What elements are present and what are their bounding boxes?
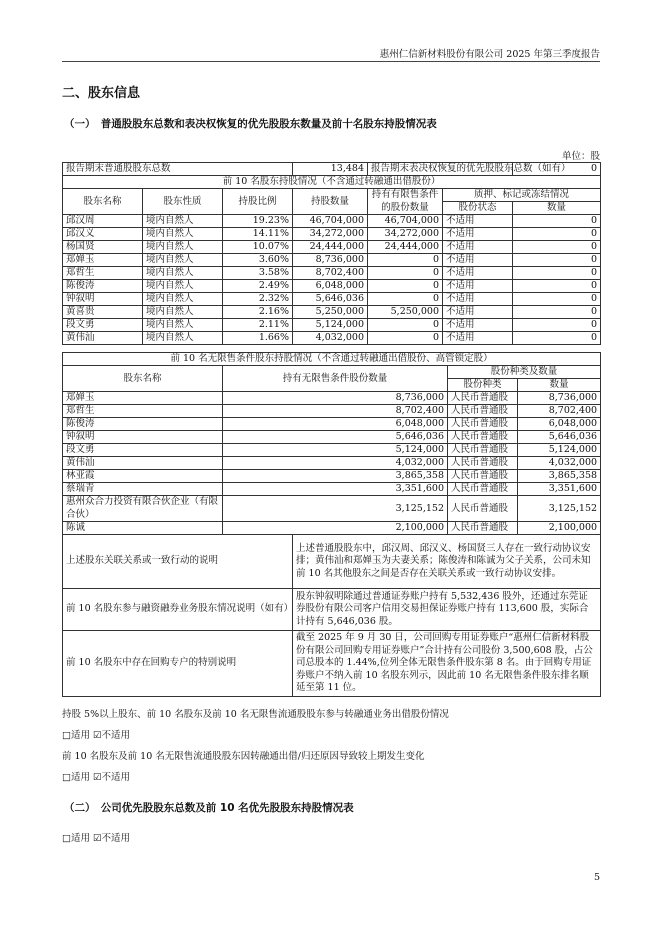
header-ratio: 持股比例 bbox=[223, 189, 293, 215]
top10-row bbox=[63, 293, 601, 306]
unrestricted-cell-kqty: 4,032,000 bbox=[518, 457, 601, 470]
unrestricted-cell-name: 郑哲生 bbox=[63, 405, 223, 418]
top10-cell-qty: 24,444,000 bbox=[293, 241, 368, 254]
top10-cell-name: 邱汉周 bbox=[63, 215, 143, 228]
top10-cell-restricted: 0 bbox=[368, 280, 443, 293]
section-title: 二、股东信息 bbox=[62, 86, 141, 101]
top10-cell-restricted: 0 bbox=[368, 267, 443, 280]
unrestricted-cell-qty: 3,125,152 bbox=[223, 496, 448, 522]
unrestricted-cell-kind: 人民币普通股 bbox=[448, 392, 518, 405]
top10-cell-qty: 4,032,000 bbox=[293, 332, 368, 345]
note-label-buyback: 前 10 名股东中存在回购专户的特别说明 bbox=[63, 631, 293, 697]
unrestricted-row bbox=[63, 431, 601, 444]
summary-value-1: 13,484 bbox=[293, 163, 368, 176]
header-qty: 持股数量 bbox=[293, 189, 368, 215]
unrestricted-row bbox=[63, 457, 601, 470]
unrestricted-cell-qty: 3,351,600 bbox=[223, 483, 448, 496]
unrestricted-cell-kind: 人民币普通股 bbox=[448, 418, 518, 431]
unrestricted-row bbox=[63, 496, 601, 522]
top10-cell-status: 不适用 bbox=[443, 215, 513, 228]
top10-cell-pqty: 0 bbox=[513, 306, 601, 319]
unrestricted-cell-kind: 人民币普通股 bbox=[448, 444, 518, 457]
top10-cell-status: 不适用 bbox=[443, 306, 513, 319]
top10-cell-pqty: 0 bbox=[513, 254, 601, 267]
unrestricted-title: 前 10 名无限售条件股东持股情况（不含通过转融通出借股份、高管锁定股） bbox=[63, 353, 601, 366]
top10-cell-name: 陈俊涛 bbox=[63, 280, 143, 293]
unrestricted-cell-kqty: 3,865,358 bbox=[518, 470, 601, 483]
u-header-kqty: 数量 bbox=[518, 379, 601, 392]
top10-cell-restricted: 0 bbox=[368, 293, 443, 306]
top10-cell-status: 不适用 bbox=[443, 267, 513, 280]
note-text-relation: 上述普通股股东中，邱汉周、邱汉义、杨国贤三人存在一致行动协议安排；黄伟汕和郑婵玉为夫妻关系；陈俊涛和陈诚为父子关系，公司未知前 10 名其他股东之间是否存在关联关系或一致行动协议安排。 bbox=[293, 535, 601, 589]
top10-cell-restricted: 0 bbox=[368, 332, 443, 345]
top10-row bbox=[63, 241, 601, 254]
lending-paragraph: 持股 5%以上股东、前 10 名股东及前 10 名无限售流通股股东参与转融通业务出借股份情况 bbox=[62, 709, 449, 720]
change-option: □适用 ☑不适用 bbox=[62, 772, 131, 783]
top10-cell-qty: 5,646,036 bbox=[293, 293, 368, 306]
top10-cell-name: 黄喜贵 bbox=[63, 306, 143, 319]
unrestricted-cell-kqty: 6,048,000 bbox=[518, 418, 601, 431]
unrestricted-cell-kind: 人民币普通股 bbox=[448, 496, 518, 522]
top10-row bbox=[63, 228, 601, 241]
u-header-kind: 股份种类 bbox=[448, 379, 518, 392]
unrestricted-cell-name: 段文勇 bbox=[63, 444, 223, 457]
page-number: 5 bbox=[593, 872, 600, 883]
top10-cell-nature: 境内自然人 bbox=[143, 306, 223, 319]
u-header-kind-group: 股份种类及数量 bbox=[448, 366, 601, 379]
top10-cell-ratio: 2.16% bbox=[223, 306, 293, 319]
unrestricted-cell-kind: 人民币普通股 bbox=[448, 470, 518, 483]
unrestricted-cell-name: 黄伟汕 bbox=[63, 457, 223, 470]
top10-cell-name: 钟叙明 bbox=[63, 293, 143, 306]
note-label-relation: 上述股东关联关系或一致行动的说明 bbox=[63, 535, 293, 589]
unrestricted-cell-name: 蔡瑞青 bbox=[63, 483, 223, 496]
top10-cell-qty: 5,124,000 bbox=[293, 319, 368, 332]
top10-cell-ratio: 1.66% bbox=[223, 332, 293, 345]
top10-cell-name: 段文勇 bbox=[63, 319, 143, 332]
top10-cell-pqty: 0 bbox=[513, 267, 601, 280]
unrestricted-cell-kqty: 5,646,036 bbox=[518, 431, 601, 444]
top10-cell-nature: 境内自然人 bbox=[143, 280, 223, 293]
unrestricted-cell-kqty: 8,736,000 bbox=[518, 392, 601, 405]
subsection-title-1: （一） 普通股股东总数和表决权恢复的优先股股东数量及前十名股东持股情况表 bbox=[64, 118, 437, 130]
unrestricted-cell-kqty: 8,702,400 bbox=[518, 405, 601, 418]
top10-cell-nature: 境内自然人 bbox=[143, 228, 223, 241]
top10-row bbox=[63, 319, 601, 332]
top10-cell-ratio: 14.11% bbox=[223, 228, 293, 241]
top10-cell-ratio: 10.07% bbox=[223, 241, 293, 254]
top10-row bbox=[63, 280, 601, 293]
unrestricted-cell-name: 陈诚 bbox=[63, 522, 223, 535]
top10-cell-name: 邱汉义 bbox=[63, 228, 143, 241]
top10-cell-pqty: 0 bbox=[513, 280, 601, 293]
top10-cell-nature: 境内自然人 bbox=[143, 293, 223, 306]
unrestricted-row bbox=[63, 405, 601, 418]
top10-cell-ratio: 3.60% bbox=[223, 254, 293, 267]
unrestricted-row bbox=[63, 444, 601, 457]
top10-cell-pqty: 0 bbox=[513, 293, 601, 306]
top10-row bbox=[63, 254, 601, 267]
top10-row bbox=[63, 267, 601, 280]
note-text-buyback: 截至 2025 年 9 月 30 日，公司回购专用证券账户“惠州仁信新材料股份有限公司回购专用证券账户”合计持有公司股份 3,500,608 股，占公司总股本的 1.44%,位列全体无限售条件股东第 8 名。由于回购专用证券账户不纳入前 10 名股东列示，因此前 10 名无限售条件股东排名顺延至第 11 位。 bbox=[293, 631, 601, 697]
u-header-name: 股东名称 bbox=[63, 366, 223, 392]
top10-cell-status: 不适用 bbox=[443, 280, 513, 293]
top10-cell-name: 黄伟汕 bbox=[63, 332, 143, 345]
unrestricted-row bbox=[63, 418, 601, 431]
top10-cell-pqty: 0 bbox=[513, 215, 601, 228]
top10-cell-nature: 境内自然人 bbox=[143, 319, 223, 332]
top10-cell-restricted: 46,704,000 bbox=[368, 215, 443, 228]
top10-cell-restricted: 24,444,000 bbox=[368, 241, 443, 254]
unrestricted-cell-name: 林亚霞 bbox=[63, 470, 223, 483]
unrestricted-cell-kqty: 3,125,152 bbox=[518, 496, 601, 522]
top10-cell-name: 杨国贤 bbox=[63, 241, 143, 254]
top10-cell-restricted: 0 bbox=[368, 254, 443, 267]
note-text-margin: 股东钟叙明除通过普通证券账户持有 5,532,436 股外，还通过东莞证券股份有限公司客户信用交易担保证券账户持有 113,600 股，实际合计持有 5,646,036 股。 bbox=[293, 589, 601, 631]
top10-cell-qty: 8,702,400 bbox=[293, 267, 368, 280]
unrestricted-row bbox=[63, 522, 601, 535]
unrestricted-cell-qty: 5,124,000 bbox=[223, 444, 448, 457]
top10-cell-qty: 34,272,000 bbox=[293, 228, 368, 241]
top10-cell-qty: 8,736,000 bbox=[293, 254, 368, 267]
unrestricted-cell-kind: 人民币普通股 bbox=[448, 457, 518, 470]
top10-cell-pqty: 0 bbox=[513, 332, 601, 345]
unrestricted-row bbox=[63, 483, 601, 496]
unrestricted-shareholders-table bbox=[62, 352, 601, 697]
unrestricted-cell-kind: 人民币普通股 bbox=[448, 522, 518, 535]
top10-cell-status: 不适用 bbox=[443, 293, 513, 306]
unrestricted-cell-kind: 人民币普通股 bbox=[448, 483, 518, 496]
header-nature: 股东性质 bbox=[143, 189, 223, 215]
unrestricted-row bbox=[63, 392, 601, 405]
unrestricted-cell-qty: 8,702,400 bbox=[223, 405, 448, 418]
top10-cell-nature: 境内自然人 bbox=[143, 267, 223, 280]
top10-cell-restricted: 5,250,000 bbox=[368, 306, 443, 319]
unrestricted-cell-name: 陈俊涛 bbox=[63, 418, 223, 431]
top10-cell-status: 不适用 bbox=[443, 228, 513, 241]
summary-label-1: 报告期末普通股股东总数 bbox=[63, 163, 293, 176]
unrestricted-row bbox=[63, 470, 601, 483]
top10-cell-pqty: 0 bbox=[513, 241, 601, 254]
header-restricted: 持有有限售条件的股份数量 bbox=[368, 189, 443, 215]
note-label-margin: 前 10 名股东参与融资融券业务股东情况说明（如有） bbox=[63, 589, 293, 631]
unit-label: 单位：股 bbox=[561, 151, 600, 162]
top10-cell-ratio: 2.49% bbox=[223, 280, 293, 293]
top10-cell-qty: 5,250,000 bbox=[293, 306, 368, 319]
top10-row bbox=[63, 332, 601, 345]
top10-cell-name: 郑婵玉 bbox=[63, 254, 143, 267]
change-paragraph: 前 10 名股东及前 10 名无限售流通股股东因转融通出借/归还原因导致较上期发生变化 bbox=[62, 751, 425, 762]
unrestricted-cell-name: 郑婵玉 bbox=[63, 392, 223, 405]
top10-cell-ratio: 3.58% bbox=[223, 267, 293, 280]
unrestricted-cell-qty: 2,100,000 bbox=[223, 522, 448, 535]
unrestricted-cell-qty: 4,032,000 bbox=[223, 457, 448, 470]
unrestricted-cell-qty: 5,646,036 bbox=[223, 431, 448, 444]
top10-cell-name: 郑哲生 bbox=[63, 267, 143, 280]
unrestricted-cell-kqty: 2,100,000 bbox=[518, 522, 601, 535]
top10-cell-status: 不适用 bbox=[443, 319, 513, 332]
header-name: 股东名称 bbox=[63, 189, 143, 215]
top10-cell-nature: 境内自然人 bbox=[143, 215, 223, 228]
unrestricted-cell-name: 钟叙明 bbox=[63, 431, 223, 444]
lending-option: □适用 ☑不适用 bbox=[62, 730, 131, 741]
top10-cell-ratio: 2.32% bbox=[223, 293, 293, 306]
top10-shareholders-table bbox=[62, 162, 601, 345]
subsection-title-2: （二） 公司优先股股东总数及前 10 名优先股股东持股情况表 bbox=[64, 802, 354, 814]
header-pledge-status: 股份状态 bbox=[443, 202, 513, 215]
top10-cell-nature: 境内自然人 bbox=[143, 241, 223, 254]
top10-cell-nature: 境内自然人 bbox=[143, 332, 223, 345]
top10-cell-status: 不适用 bbox=[443, 241, 513, 254]
top10-cell-pqty: 0 bbox=[513, 228, 601, 241]
top10-cell-ratio: 19.23% bbox=[223, 215, 293, 228]
header-pledge-qty: 数量 bbox=[513, 202, 601, 215]
report-header: 惠州仁信新材料股份有限公司 2025 年第三季度报告 bbox=[379, 49, 600, 60]
top10-row bbox=[63, 306, 601, 319]
top10-cell-qty: 6,048,000 bbox=[293, 280, 368, 293]
top10-cell-qty: 46,704,000 bbox=[293, 215, 368, 228]
top10-row bbox=[63, 215, 601, 228]
top10-title: 前 10 名股东持股情况（不含通过转融通出借股份） bbox=[63, 176, 601, 189]
unrestricted-cell-kqty: 3,351,600 bbox=[518, 483, 601, 496]
unrestricted-cell-qty: 3,865,358 bbox=[223, 470, 448, 483]
unrestricted-cell-qty: 6,048,000 bbox=[223, 418, 448, 431]
unrestricted-cell-name: 惠州众合力投资有限合伙企业（有限合伙） bbox=[63, 496, 223, 522]
unrestricted-cell-qty: 8,736,000 bbox=[223, 392, 448, 405]
unrestricted-cell-kind: 人民币普通股 bbox=[448, 431, 518, 444]
top10-cell-nature: 境内自然人 bbox=[143, 254, 223, 267]
preferred-option: □适用 ☑不适用 bbox=[62, 833, 131, 844]
top10-cell-restricted: 0 bbox=[368, 319, 443, 332]
header-pledge-group: 质押、标记或冻结情况 bbox=[443, 189, 601, 202]
top10-cell-pqty: 0 bbox=[513, 319, 601, 332]
unrestricted-cell-kind: 人民币普通股 bbox=[448, 405, 518, 418]
header-divider bbox=[62, 61, 600, 62]
summary-row bbox=[63, 163, 601, 176]
unrestricted-cell-kqty: 5,124,000 bbox=[518, 444, 601, 457]
summary-value-2: 0 bbox=[513, 163, 601, 176]
summary-label-2: 报告期末表决权恢复的优先股股东总数（如有） bbox=[368, 163, 513, 176]
u-header-qty: 持有无限售条件股份数量 bbox=[223, 366, 448, 392]
top10-cell-status: 不适用 bbox=[443, 332, 513, 345]
top10-cell-restricted: 34,272,000 bbox=[368, 228, 443, 241]
top10-cell-ratio: 2.11% bbox=[223, 319, 293, 332]
top10-cell-status: 不适用 bbox=[443, 254, 513, 267]
